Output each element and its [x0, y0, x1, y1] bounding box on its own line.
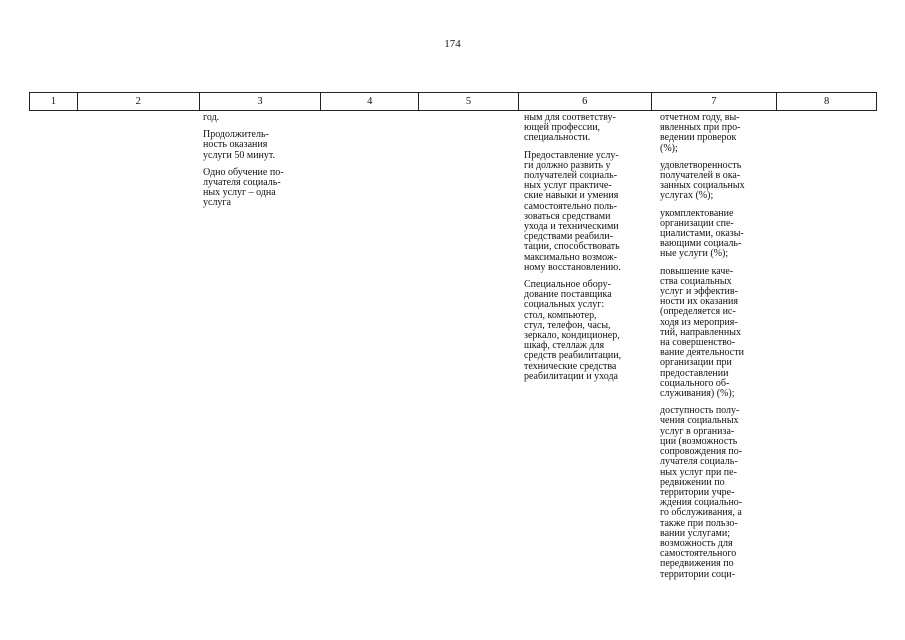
text-line: возможность для [660, 537, 733, 549]
text-line: лучателя социаль- [203, 177, 281, 189]
text-line: средств реабилитации, [524, 350, 622, 362]
text-line: стул, телефон, часы, [524, 319, 611, 331]
paragraph [660, 113, 745, 154]
text-line: вающими социаль- [660, 238, 742, 250]
text-line: социальных услуг: [524, 299, 605, 311]
text-line: услуги 50 минут. [203, 149, 276, 161]
text-line: удовлетворенность [660, 159, 742, 171]
text-line: повышение каче- [660, 265, 734, 277]
paragraph [524, 113, 621, 144]
text-line: Специальное обору- [524, 279, 611, 291]
text-line: служивания) (%); [660, 388, 735, 400]
page-number: 174 [444, 38, 461, 50]
text-line: ным для соответству- [524, 112, 616, 123]
text-line: средствами реабили- [524, 231, 613, 243]
text-line: зоваться средствами [524, 210, 611, 222]
text-line: получателей социаль- [524, 170, 618, 182]
text-line: вании услугами; [660, 527, 731, 539]
paragraph [660, 267, 745, 400]
text-line: занных социальных [660, 180, 745, 192]
text-line: лучателя социаль- [660, 456, 738, 468]
text-line: ведении проверок [660, 132, 737, 144]
text-line: Предоставление услу- [524, 149, 619, 161]
text-line: передвижения по [660, 558, 734, 570]
text-line: чения социальных [660, 415, 739, 427]
text-line: зеркало, кондиционер, [524, 330, 620, 342]
text-line: тий, направленных [660, 326, 741, 338]
text-line: реабилитации и ухода [524, 370, 618, 382]
text-line: стол, компьютер, [524, 309, 597, 321]
text-line: тации, способствовать [524, 241, 620, 253]
header-cell-5: 5 [418, 93, 518, 110]
text-line: Одно обучение по- [203, 166, 284, 178]
text-line: ные услуги (%); [660, 248, 729, 260]
text-line: ги должно развить у [524, 159, 611, 171]
text-line: услуг и эффектив- [660, 286, 738, 298]
column-7-text [660, 113, 745, 587]
text-line: (определяется ис- [660, 306, 736, 318]
paragraph [524, 151, 621, 273]
text-line: ность оказания [203, 139, 268, 151]
text-line: услуга [203, 197, 231, 209]
text-line: ходя из мероприя- [660, 316, 738, 328]
text-line: организации при [660, 357, 732, 369]
text-line: ности их оказания [660, 296, 738, 308]
text-line: самостоятельно поль- [524, 200, 617, 212]
paragraph [203, 130, 284, 161]
text-line: ных услуг практиче- [524, 180, 612, 192]
paragraph [660, 209, 745, 260]
paragraph [203, 168, 284, 209]
column-6-text [524, 113, 621, 389]
text-line: ному восстановлению. [524, 261, 621, 273]
text-line: циалистами, оказы- [660, 228, 744, 240]
text-line: отчетном году, вы- [660, 112, 740, 123]
text-line: Продолжитель- [203, 129, 269, 141]
header-cell-1: 1 [50, 96, 57, 107]
text-line: ющей профессии, [524, 122, 601, 134]
text-line: организации спе- [660, 217, 734, 229]
paragraph [203, 113, 284, 123]
text-line: социального об- [660, 377, 730, 389]
text-line: специальности. [524, 132, 591, 144]
column-3-text [203, 113, 284, 216]
text-line: также при пользо- [660, 517, 738, 529]
text-line: ных услуг при пе- [660, 466, 737, 478]
text-line: предоставлении [660, 367, 729, 379]
text-line: ухода и техническими [524, 221, 619, 233]
text-line: услугах (%); [660, 190, 714, 202]
text-line: го обслуживания, а [660, 507, 742, 519]
header-cell-4: 4 [320, 93, 418, 110]
text-line: редвижении по [660, 476, 725, 488]
text-line: ства социальных [660, 275, 732, 287]
text-line: ных услуг – одна [203, 187, 276, 199]
text-line: вание деятельности [660, 347, 744, 359]
header-cell-3: 3 [199, 93, 321, 110]
text-line: ждения социально- [660, 497, 743, 509]
header-cell-8: 8 [776, 93, 876, 110]
text-line: технические средства [524, 360, 617, 372]
text-line: максимально возмож- [524, 251, 618, 263]
text-line: территории соци- [660, 568, 736, 580]
text-line: услуг в организа- [660, 425, 735, 437]
text-line: сопровождения по- [660, 446, 743, 458]
text-line: территории учре- [660, 486, 735, 498]
text-line: самостоятельного [660, 548, 737, 560]
text-line: укомплектование [660, 207, 734, 219]
text-line: ские навыки и умения [524, 190, 619, 202]
paragraph [660, 406, 745, 579]
paragraph [524, 280, 621, 382]
text-line: год. [203, 112, 220, 123]
text-line: получателей в ока- [660, 170, 741, 182]
table-header-row [29, 92, 877, 111]
text-line: явленных при про- [660, 122, 741, 134]
text-line: ции (возможность [660, 435, 738, 447]
header-cell-2: 2 [77, 93, 199, 110]
header-cell-6: 6 [518, 93, 651, 110]
paragraph [660, 161, 745, 202]
header-cell-7: 7 [651, 93, 777, 110]
text-line: дование поставщика [524, 289, 612, 301]
text-line: (%); [660, 142, 678, 154]
text-line: на совершенство- [660, 337, 736, 349]
text-line: шкаф, стеллаж для [524, 340, 605, 352]
text-line: доступность полу- [660, 405, 740, 417]
